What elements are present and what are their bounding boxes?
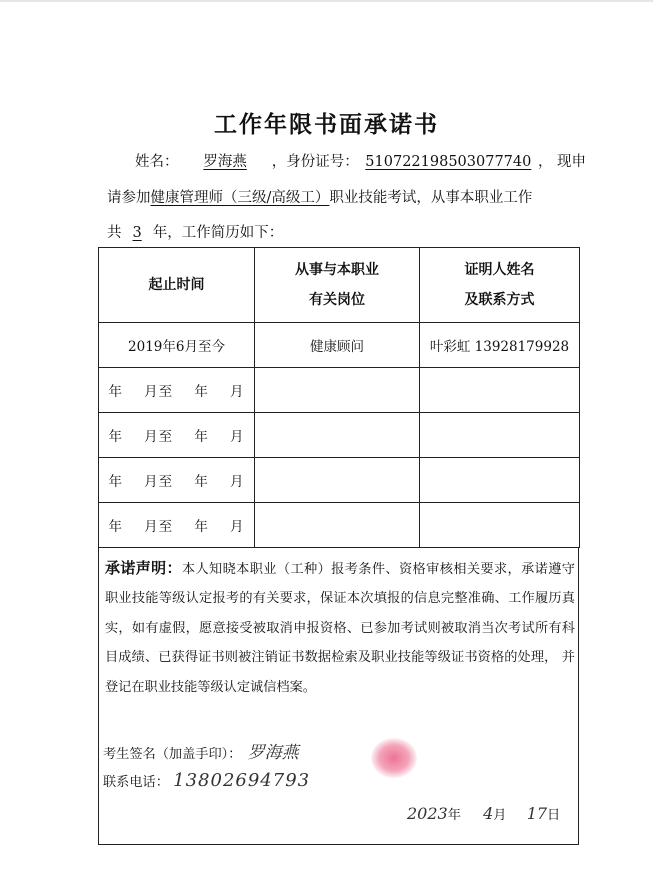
now-apply-text: ， 现申 [537, 154, 587, 170]
row-position [255, 458, 420, 503]
apply-prefix: 请参加 [107, 190, 151, 206]
document-title: 工作年限书面承诺书 [214, 112, 439, 138]
declaration-heading: 承诺声明： [105, 559, 182, 577]
table-header-row [99, 248, 580, 323]
work-history-table [98, 247, 580, 548]
declaration-box [98, 548, 579, 845]
date-year: 2023 [407, 804, 448, 823]
table-row [99, 413, 580, 458]
table-row [99, 458, 580, 503]
table-row [99, 368, 580, 413]
fingerprint-stamp [371, 738, 417, 778]
table-row [99, 503, 580, 548]
id-label: ，身份证号： [271, 154, 359, 170]
row-reference [420, 503, 580, 548]
row-period: 年 月至 年 月 [99, 503, 255, 548]
name-label: 姓名： [135, 154, 179, 170]
apply-suffix: 职业技能考试，从事本职业工作 [329, 190, 533, 206]
date-day-unit: 日 [547, 808, 561, 823]
date-month: 4 [483, 804, 494, 823]
header-period: 起止时间 [99, 248, 255, 323]
row-reference: 叶彩虹 13928179928 [420, 323, 580, 368]
intro-line-3 [107, 221, 283, 242]
date-day: 17 [526, 804, 548, 823]
intro-line-1 [135, 150, 586, 171]
row-position: 健康顾问 [255, 323, 420, 368]
date-month-unit: 月 [493, 808, 507, 823]
handwritten-signature: 罗海燕 [247, 743, 299, 763]
page-top-edge [0, 0, 653, 2]
row-period: 年 月至 年 月 [99, 413, 255, 458]
exam-name-value: 健康管理师（三级/高级工） [150, 190, 330, 206]
row-reference [420, 413, 580, 458]
row-position [255, 413, 420, 458]
id-number-value: 510722198503077740 [365, 154, 532, 170]
years-value: 3 [132, 225, 142, 241]
row-position [255, 503, 420, 548]
date-row [407, 804, 560, 823]
table-row [99, 323, 580, 368]
row-period: 年 月至 年 月 [99, 368, 255, 413]
header-position: 从事与本职业 有关岗位 [255, 248, 420, 323]
row-position [255, 368, 420, 413]
row-period: 2019年6月至今 [99, 323, 255, 368]
declaration-body: 本人知晓本职业（工种）报考条件、资格审核相关要求，承诺遵守职业技能等级认定报考的有关要求，保证本次填报的信息完整准确、工作履历真实，如有虚假，愿意接受被取消申报资格、已参加考试则被取消当次考试所有科目成绩、已获得证书则被注销证书数据检索及职业技能等级证书资格的处理， 并登记在职业技能等级认定诚信档案。 [105, 562, 575, 695]
declaration-text [105, 554, 575, 702]
years-prefix: 共 [107, 225, 122, 241]
name-value: 罗海燕 [203, 154, 247, 170]
row-period: 年 月至 年 月 [99, 458, 255, 503]
header-reference: 证明人姓名 及联系方式 [420, 248, 580, 323]
signature-label: 考生签名（加盖手印）： [103, 747, 242, 762]
phone-label: 联系电话： [103, 775, 169, 790]
signature-row [103, 738, 299, 763]
intro-line-2 [107, 186, 532, 207]
date-year-unit: 年 [447, 808, 461, 823]
row-reference [420, 368, 580, 413]
phone-row [103, 770, 310, 791]
row-reference [420, 458, 580, 503]
handwritten-phone: 13802694793 [173, 770, 311, 791]
years-suffix: 年，工作简历如下： [152, 225, 284, 241]
